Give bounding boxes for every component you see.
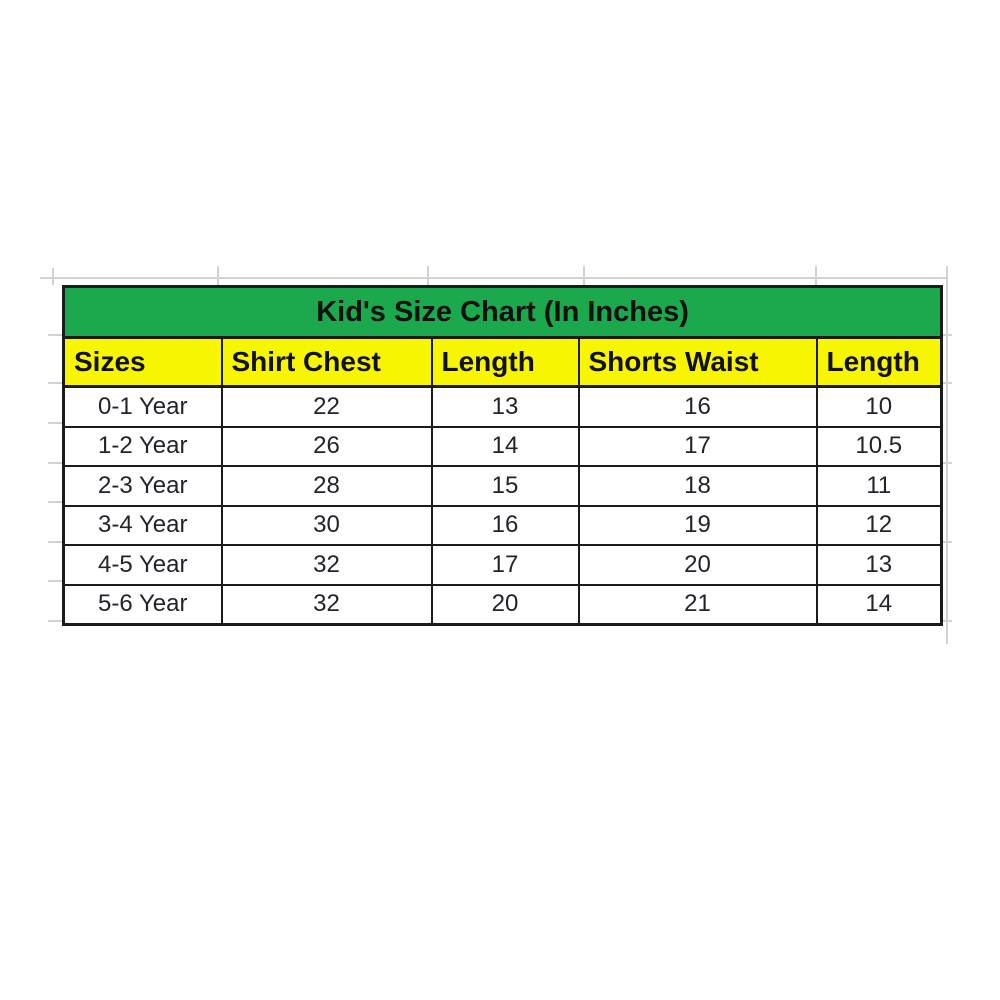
table-row [64,466,942,506]
spreadsheet-gridline [48,334,62,336]
size-label-cell: 1-2 Year [64,427,222,467]
measurement-cell: 16 [579,387,817,427]
measurement-cell: 14 [432,427,579,467]
measurement-cell: 13 [817,545,942,585]
measurement-cell: 20 [579,545,817,585]
spreadsheet-gridline [48,501,62,503]
measurement-cell: 17 [579,427,817,467]
spreadsheet-gridline [52,268,54,285]
spreadsheet-gridline [427,266,429,285]
measurement-cell: 17 [432,545,579,585]
table-header-row [64,338,942,387]
spreadsheet-gridline [48,580,62,582]
measurement-cell: 30 [222,506,432,546]
spreadsheet-gridline [48,462,62,464]
measurement-cell: 32 [222,585,432,625]
measurement-cell: 20 [432,585,579,625]
column-header: Length [432,338,579,387]
table-row [64,585,942,625]
measurement-cell: 10 [817,387,942,427]
measurement-cell: 12 [817,506,942,546]
spreadsheet-gridline [40,277,948,279]
table-row [64,387,942,427]
table-title-row [64,287,942,338]
size-label-cell: 0-1 Year [64,387,222,427]
measurement-cell: 18 [579,466,817,506]
spreadsheet-gridline [815,266,817,285]
measurement-cell: 14 [817,585,942,625]
measurement-cell: 28 [222,466,432,506]
spreadsheet-gridline [946,266,948,644]
size-label-cell: 3-4 Year [64,506,222,546]
spreadsheet-gridline [48,382,62,384]
measurement-cell: 16 [432,506,579,546]
measurement-cell: 26 [222,427,432,467]
table-row [64,506,942,546]
table-title: Kid's Size Chart (In Inches) [64,287,942,338]
measurement-cell: 19 [579,506,817,546]
measurement-cell: 22 [222,387,432,427]
spreadsheet-gridline [48,620,62,622]
size-label-cell: 4-5 Year [64,545,222,585]
spreadsheet-gridline [583,266,585,285]
measurement-cell: 13 [432,387,579,427]
spreadsheet-gridline [217,266,219,285]
measurement-cell: 21 [579,585,817,625]
column-header: Shirt Chest [222,338,432,387]
size-chart-table [62,285,943,626]
measurement-cell: 10.5 [817,427,942,467]
spreadsheet-gridline [48,422,62,424]
table-row [64,427,942,467]
size-label-cell: 5-6 Year [64,585,222,625]
measurement-cell: 11 [817,466,942,506]
column-header: Shorts Waist [579,338,817,387]
spreadsheet-gridline [48,541,62,543]
column-header: Length [817,338,942,387]
table-row [64,545,942,585]
column-header: Sizes [64,338,222,387]
size-label-cell: 2-3 Year [64,466,222,506]
measurement-cell: 32 [222,545,432,585]
measurement-cell: 15 [432,466,579,506]
